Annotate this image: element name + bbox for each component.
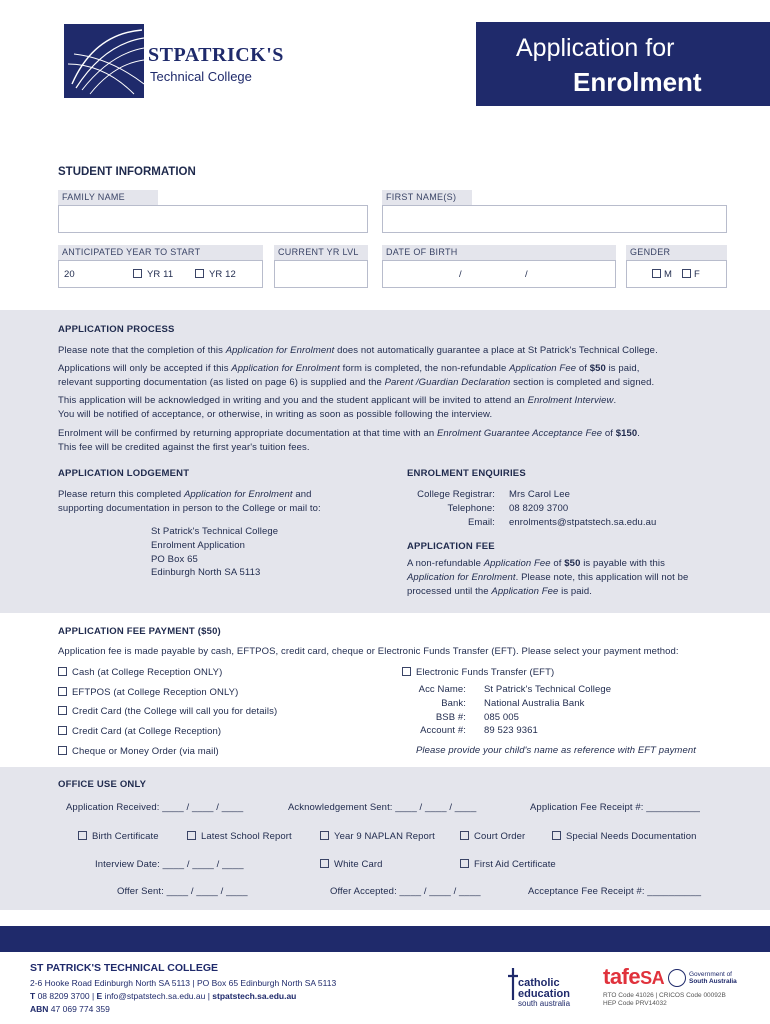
logo-name: STPATRICK'S <box>148 44 284 66</box>
college-logo <box>64 24 144 98</box>
office-ack[interactable]: Acknowledgement Sent: ____ / ____ / ____ <box>288 802 477 813</box>
footer-web[interactable]: stpatstech.sa.edu.au <box>212 991 297 1001</box>
lodgement-text: Please return this completed Application for Enrolment and supporting documentation in person to the College or mail to: <box>58 489 321 514</box>
yr11-checkbox[interactable] <box>133 268 173 282</box>
payment-eft[interactable]: Electronic Funds Transfer (EFT) <box>402 666 554 680</box>
footer-abn: ABN 47 069 774 359 <box>30 1004 110 1014</box>
lodgement-heading: APPLICATION LODGEMENT <box>58 468 190 479</box>
first-names-label: FIRST NAME(S) <box>382 190 472 205</box>
current-yr-label: CURRENT YR LVL <box>274 245 368 260</box>
office-heading: OFFICE USE ONLY <box>58 779 147 790</box>
checkbox-icon <box>58 726 67 735</box>
checkbox-icon <box>320 831 329 840</box>
checkbox-icon <box>58 687 67 696</box>
eft-values: St Patrick's Technical College National Australia Bank 085 005 89 523 9361 <box>484 684 612 737</box>
payment-heading: APPLICATION FEE PAYMENT ($50) <box>58 626 221 637</box>
dob-slash-2: / <box>525 269 528 280</box>
checkbox-icon <box>78 831 87 840</box>
office-birth-cert[interactable]: Birth Certificate <box>78 830 159 844</box>
checkbox-icon <box>460 859 469 868</box>
anticipated-year-label: ANTICIPATED YEAR TO START <box>58 245 263 260</box>
gender-label: GENDER <box>626 245 727 260</box>
process-para-2: Applications will only be accepted if this Application for Enrolment form is completed, the non-refundable Application Fee of $50 is paid, relevant supporting documentation (as listed on page 6) is supplied and the Parent /Guardian Declaration section is completed and signed. <box>58 363 655 388</box>
gender-m-checkbox[interactable] <box>652 268 672 282</box>
fee-heading: APPLICATION FEE <box>407 541 495 552</box>
office-school-report[interactable]: Latest School Report <box>187 830 292 844</box>
anticipated-year-field[interactable] <box>58 260 263 288</box>
office-court-order[interactable]: Court Order <box>460 830 525 844</box>
payment-credit-call[interactable]: Credit Card (the College will call you for details) <box>58 705 277 719</box>
footer-contact: T 08 8209 3700 | E info@stpatstech.sa.edu.au | stpatstech.sa.edu.au <box>30 991 297 1001</box>
gov-sa-logo: Government of South Australia <box>689 971 737 986</box>
payment-cheque[interactable]: Cheque or Money Order (via mail) <box>58 745 219 759</box>
enquiries-keys: College Registrar: Telephone: Email: <box>417 489 495 528</box>
logo-swirl-icon <box>64 24 144 98</box>
year-prefix: 20 <box>64 269 75 280</box>
fee-text: A non-refundable Application Fee of $50 is payable with this Application for Enrolment. Please note, this application will not be processed until the Application Fee is paid. <box>407 558 689 597</box>
office-special-needs[interactable]: Special Needs Documentation <box>552 830 697 844</box>
process-para-3: This application will be acknowledged in writing and you and the student applicant will be invited to attend an Enrolment Interview. You will be notified of acceptance, or otherwise, in writing as soon as possible following the interview. <box>58 395 617 420</box>
payment-cash[interactable]: Cash (at College Reception ONLY) <box>58 666 222 680</box>
eft-note: Please provide your child's name as reference with EFT payment <box>416 745 696 756</box>
footer-email[interactable]: info@stpatstech.sa.edu.au <box>104 991 206 1001</box>
gov-sa-crest-icon <box>668 969 686 987</box>
yr12-checkbox[interactable] <box>195 268 236 282</box>
checkbox-icon <box>58 706 67 715</box>
current-yr-field[interactable] <box>274 260 368 288</box>
lodgement-address: St Patrick's Technical College Enrolment Application PO Box 65 Edinburgh North SA 5113 <box>151 526 279 579</box>
process-para-1: Please note that the completion of this Application for Enrolment does not automatically guarantee a place at St Patrick's Technical College. <box>58 345 658 356</box>
office-offer-sent[interactable]: Offer Sent: ____ / ____ / ____ <box>117 886 248 897</box>
eft-keys: Acc Name: Bank: BSB #: Account #: <box>418 684 466 737</box>
title-line2: Enrolment <box>573 67 702 97</box>
footer-college-name: ST PATRICK'S TECHNICAL COLLEGE <box>30 962 219 974</box>
dob-label: DATE OF BIRTH <box>382 245 616 260</box>
checkbox-icon <box>195 269 204 278</box>
footer-codes: RTO Code 41026 | CRICOS Code 00092B HEP Code PRV14032 <box>603 992 726 1007</box>
office-received[interactable]: Application Received: ____ / ____ / ____ <box>66 802 244 813</box>
payment-credit-reception[interactable]: Credit Card (at College Reception) <box>58 725 221 739</box>
catholic-education-logo: catholic education south australia <box>518 977 571 1008</box>
process-para-4: Enrolment will be confirmed by returning appropriate documentation at that time with an Enrolment Guarantee Acceptance Fee of $150. This fee will be credited against the first year's tuition fees. <box>58 428 641 453</box>
checkbox-icon <box>133 269 142 278</box>
checkbox-icon <box>682 269 691 278</box>
footer-bar <box>0 926 770 952</box>
tafe-sa-logo: tafeSA <box>603 964 665 989</box>
checkbox-icon <box>58 746 67 755</box>
office-naplan[interactable]: Year 9 NAPLAN Report <box>320 830 435 844</box>
checkbox-icon <box>58 667 67 676</box>
checkbox-icon <box>402 667 411 676</box>
office-first-aid[interactable]: First Aid Certificate <box>460 858 556 872</box>
gender-f-checkbox[interactable] <box>682 268 700 282</box>
gender-m-label: M <box>664 269 673 280</box>
checkbox-icon <box>320 859 329 868</box>
first-names-field[interactable] <box>382 205 727 233</box>
family-name-label: FAMILY NAME <box>58 190 158 205</box>
process-heading: APPLICATION PROCESS <box>58 324 175 335</box>
gender-f-label: F <box>694 269 700 280</box>
gender-field <box>626 260 727 288</box>
payment-eftpos[interactable]: EFTPOS (at College Reception ONLY) <box>58 686 238 700</box>
logo-subtitle: Technical College <box>150 69 252 84</box>
checkbox-icon <box>552 831 561 840</box>
footer-address: 2-6 Hooke Road Edinburgh North SA 5113 | PO Box 65 Edinburgh North SA 5113 <box>30 978 337 988</box>
dob-slash-1: / <box>459 269 462 280</box>
office-offer-accepted[interactable]: Offer Accepted: ____ / ____ / ____ <box>330 886 481 897</box>
checkbox-icon <box>460 831 469 840</box>
checkbox-icon <box>187 831 196 840</box>
enquiries-email[interactable]: enrolments@stpatstech.sa.edu.au <box>509 516 657 528</box>
title-line1: Application for <box>516 34 675 62</box>
checkbox-icon <box>652 269 661 278</box>
dob-field[interactable] <box>382 260 616 288</box>
yr11-label: YR 11 <box>147 269 174 280</box>
office-receipt[interactable]: Application Fee Receipt #: __________ <box>530 802 701 813</box>
enquiries-heading: ENROLMENT ENQUIRIES <box>407 468 526 479</box>
office-white-card[interactable]: White Card <box>320 858 383 872</box>
office-accept-receipt[interactable]: Acceptance Fee Receipt #: __________ <box>528 886 702 897</box>
enquiries-values: Mrs Carol Lee 08 8209 3700 enrolments@stpatstech.sa.edu.au <box>509 489 657 528</box>
title-banner <box>476 22 770 106</box>
student-info-heading: STUDENT INFORMATION <box>58 166 196 178</box>
yr12-label: YR 12 <box>209 269 236 280</box>
payment-intro: Application fee is made payable by cash, EFTPOS, credit card, cheque or Electronic Funds Transfer (EFT). Please select your payment method: <box>58 646 679 657</box>
office-interview[interactable]: Interview Date: ____ / ____ / ____ <box>95 859 244 870</box>
family-name-field[interactable] <box>58 205 368 233</box>
